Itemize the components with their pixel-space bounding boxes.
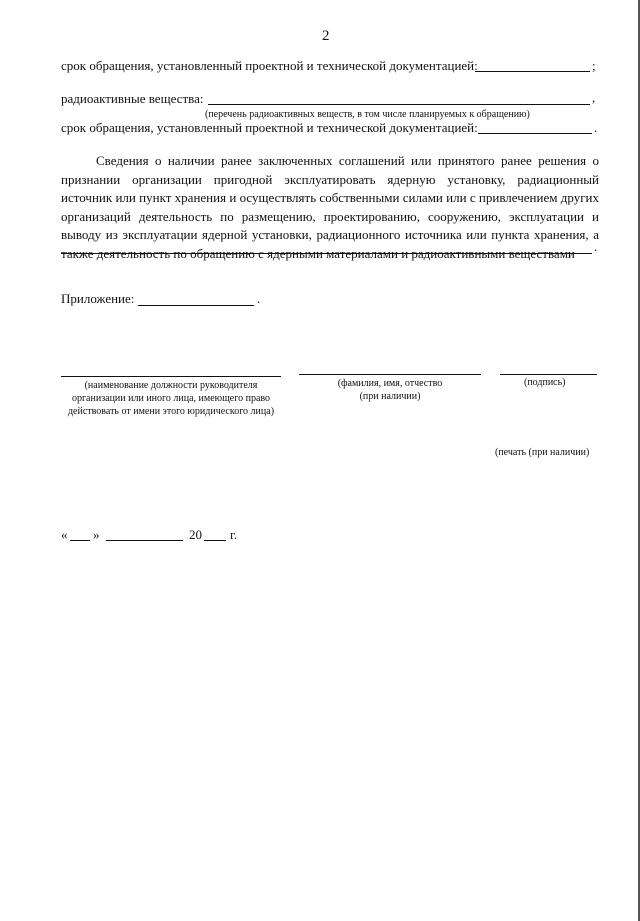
agreements-end: . bbox=[594, 239, 598, 254]
term-end-1: ; bbox=[592, 58, 596, 73]
term-label-1: срок обращения, установленный проектной и технической документацией: bbox=[61, 58, 478, 73]
appendix-end: . bbox=[257, 291, 261, 306]
date-year-suffix: г. bbox=[230, 527, 238, 542]
date-day-field[interactable] bbox=[70, 540, 90, 541]
radioactive-substances-label: радиоактивные вещества: bbox=[61, 91, 204, 106]
radioactive-substances-field[interactable] bbox=[208, 104, 590, 105]
date-close-quote: » bbox=[93, 527, 100, 542]
stamp-caption: (печать (при наличии) bbox=[495, 447, 590, 458]
signature-caption: (подпись) bbox=[524, 377, 566, 388]
date-year-field[interactable] bbox=[204, 540, 226, 541]
term-field-2[interactable] bbox=[478, 133, 592, 134]
page-number: 2 bbox=[322, 28, 330, 44]
term-end-2: . bbox=[594, 120, 598, 135]
appendix-field[interactable] bbox=[138, 305, 254, 306]
date-open-quote: « bbox=[61, 527, 68, 542]
signature-field[interactable] bbox=[500, 374, 597, 375]
radioactive-substances-end: , bbox=[592, 90, 596, 105]
date-month-field[interactable] bbox=[106, 540, 183, 541]
appendix-label: Приложение: bbox=[61, 291, 135, 306]
agreements-field[interactable] bbox=[61, 253, 592, 254]
name-caption: (фамилия, имя, отчество (при наличии) bbox=[337, 378, 443, 402]
name-field[interactable] bbox=[299, 374, 481, 375]
position-caption: (наименование должности руководителя организации или иного лица, имеющего право действовать от имени этого юридического лица) bbox=[67, 380, 275, 417]
position-field[interactable] bbox=[61, 376, 281, 377]
agreements-paragraph: Сведения о наличии ранее заключенных соглашений или принятого ранее решения о признании организации пригодной эксплуатировать ядерную установку, радиационный источник или пункт хранения и осуществлять собственными силами или с привлечением других организаций деятельность по размещению, проектированию, сооружению, эксплуатации и выводу из эксплуатации ядерной установки, радиационного источника или пункта хранения, а также деятельность по обращению с ядерными материалами и радиоактивными веществами bbox=[61, 153, 599, 261]
radioactive-substances-hint: (перечень радиоактивных веществ, в том числе планируемых к обращению) bbox=[205, 109, 530, 120]
term-label-2: срок обращения, установленный проектной и технической документацией: bbox=[61, 120, 478, 135]
term-field-1[interactable] bbox=[475, 71, 590, 72]
date-year-prefix: 20 bbox=[189, 527, 202, 542]
